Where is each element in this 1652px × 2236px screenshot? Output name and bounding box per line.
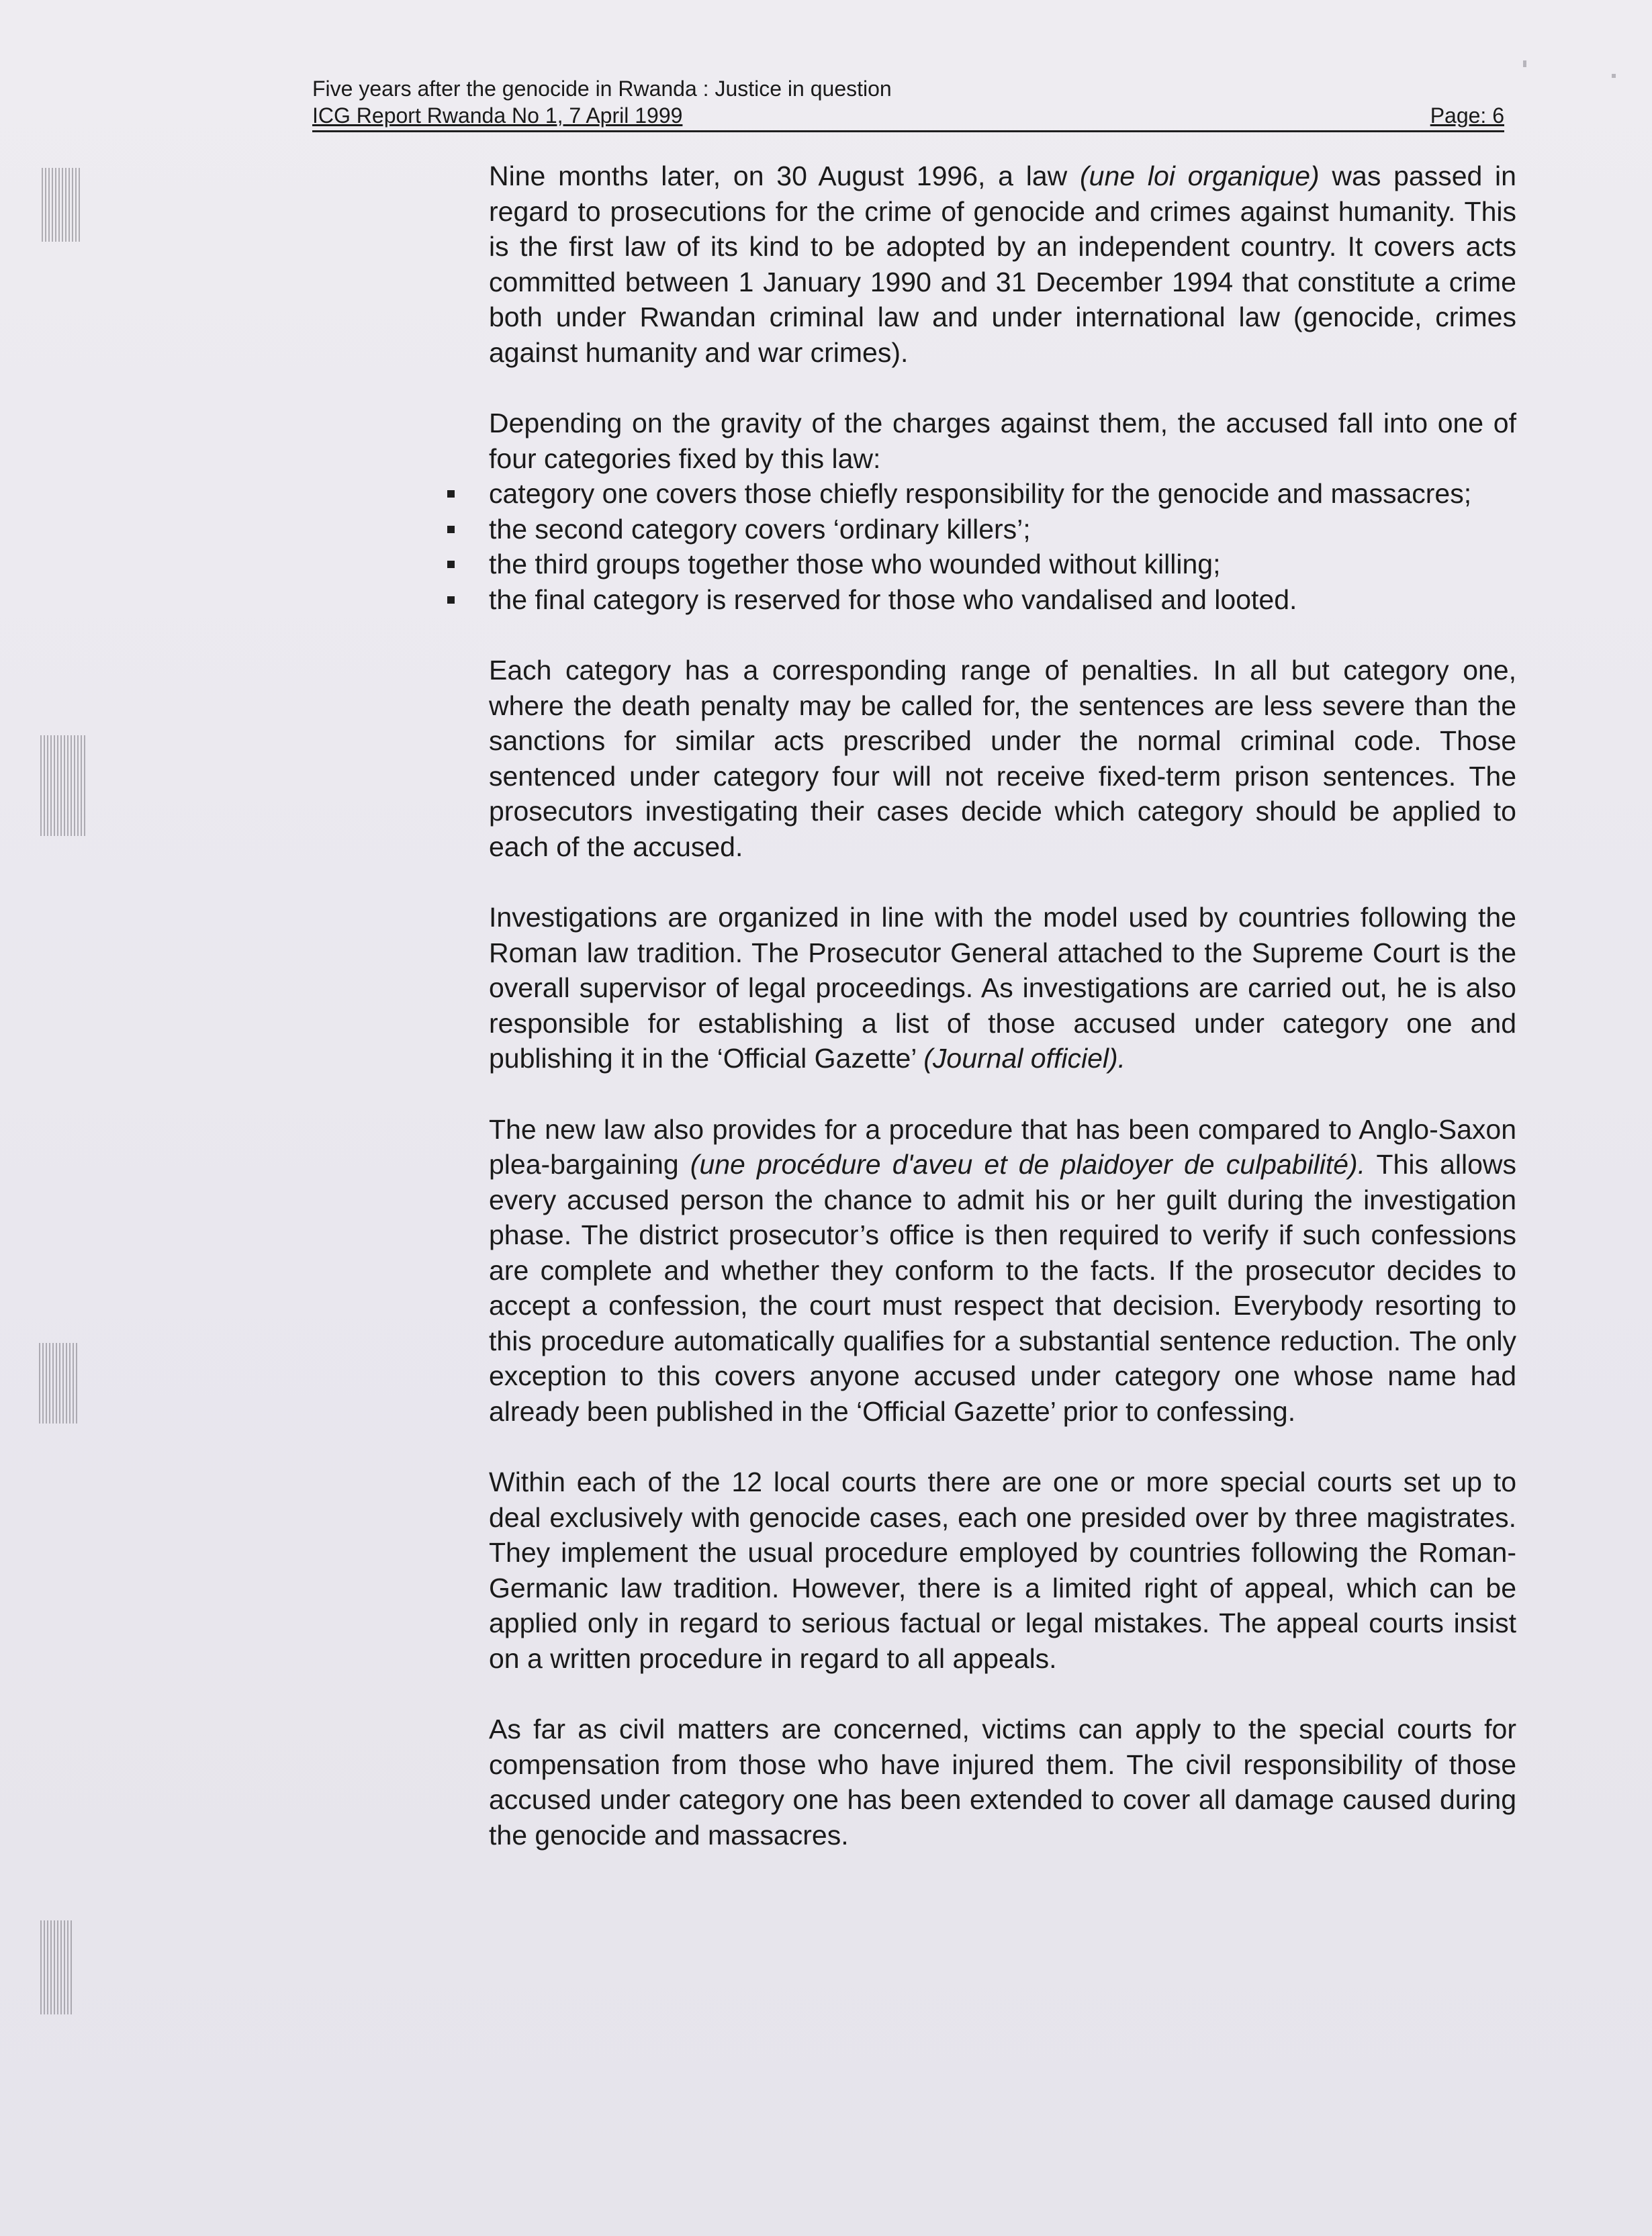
list-item-text: category one covers those chiefly responsibility for the genocide and massacres; (489, 478, 1472, 509)
list-item-text: the final category is reserved for those who vandalised and looted. (489, 584, 1297, 615)
paragraph-3: Each category has a corresponding range of penalties. In all but category one, where the death penalty may be called for, the sentences are less severe than the sanctions for similar acts prescribed under the normal criminal code. Those sentenced under category four will not receive fixed-term prison sentences. The prosecutors investigating their cases decide which category should be applied to each of the accused. (489, 655, 1516, 862)
page-header (312, 75, 1504, 132)
paragraph-5 (489, 1112, 1516, 1430)
paragraph-1 (489, 158, 1516, 370)
paragraph-5-italic: (une procédure d'aveu et de plaidoyer de culpabilité). (690, 1149, 1366, 1180)
header-title: Five years after the genocide in Rwanda : Justice in question (312, 77, 892, 101)
paragraph-6: Within each of the 12 local courts there are one or more special courts set up to deal exclusively with genocide cases, each one presided over by three magistrates. They implement the usual procedure employed by countries following the Roman-Germanic law tradition. However, there is a limited right of appeal, which can be applied only in regard to serious factual or legal mistakes. The appeal courts insist on a written procedure in regard to all appeals. (489, 1466, 1516, 1674)
paragraph-2-intro: Depending on the gravity of the charges against them, the accused fall into one of four categories fixed by this law: (489, 408, 1516, 474)
scan-speck (1523, 60, 1526, 67)
paragraph-1-text: Nine months later, on 30 August 1996, a law (489, 160, 1068, 191)
paragraph-1-rest: was passed in regard to prosecutions for the crime of genocide and crimes against humanity. This is the first law of its kind to be adopted by an independent country. It covers acts committed between 1 January 1990 and 31 December 1994 that constitute a crime both under Rwandan criminal law and under international law (genocide, crimes against humanity and war crimes). (489, 160, 1516, 368)
header-report: ICG Report Rwanda No 1, 7 April 1999 (312, 103, 683, 128)
paragraph-4 (489, 900, 1516, 1076)
list-item-text: the third groups together those who wounded without killing; (489, 549, 1221, 579)
header-rule (312, 102, 1504, 132)
scan-mark (40, 1920, 74, 2014)
scan-mark (39, 1343, 79, 1424)
bullet-square-icon (447, 490, 455, 498)
bullet-square-icon (447, 561, 455, 568)
scan-speck (1612, 74, 1616, 78)
list-item-text: the second category covers ‘ordinary killers’; (489, 513, 1031, 545)
paragraph-7: As far as civil matters are concerned, victims can apply to the special courts for compensation from those who have injured them. The civil responsibility of those accused under category one has been extended to cover all damage caused during the genocide and massacres. (489, 1714, 1516, 1851)
body-text (489, 158, 1516, 1888)
list-item (489, 582, 1516, 618)
paragraph-5-text-a: The new law also provides for a procedure that has been compared to Anglo-Saxon plea-bargaining (489, 1113, 1516, 1180)
header-page-number: Page: 6 (1430, 103, 1504, 128)
paragraph-4-italic: (Journal officiel). (923, 1043, 1126, 1074)
list-item (489, 547, 1516, 582)
paragraph-1-italic: (une loi organique) (1080, 160, 1320, 191)
paragraph-5-text-b: This allows every accused person the chance to admit his or her guilt during the investigation phase. The district prosecutor’s office is then required to verify if such confessions are complete and whether they conform to the facts. If the prosecutor decides to accept a confession, the court must respect that decision. Everybody resorting to this procedure automatically qualifies for a substantial sentence reduction. The only exception to this covers anyone accused under category one whose name had already been published in the ‘Official Gazette’ prior to confessing. (489, 1149, 1516, 1427)
bullet-square-icon (447, 596, 455, 604)
bullet-square-icon (447, 526, 455, 533)
list-item (489, 476, 1516, 512)
paragraph-4-text: Investigations are organized in line with the model used by countries following the Roman law tradition. The Prosecutor General attached to the Supreme Court is the overall supervisor of legal proceedings. As investigations are carried out, he is also responsible for establishing a list of those accused under category one and publishing it in the ‘Official Gazette’ (489, 902, 1516, 1074)
scan-mark (40, 735, 87, 836)
list-item (489, 512, 1516, 547)
category-list (489, 476, 1516, 617)
scan-mark (42, 168, 82, 242)
